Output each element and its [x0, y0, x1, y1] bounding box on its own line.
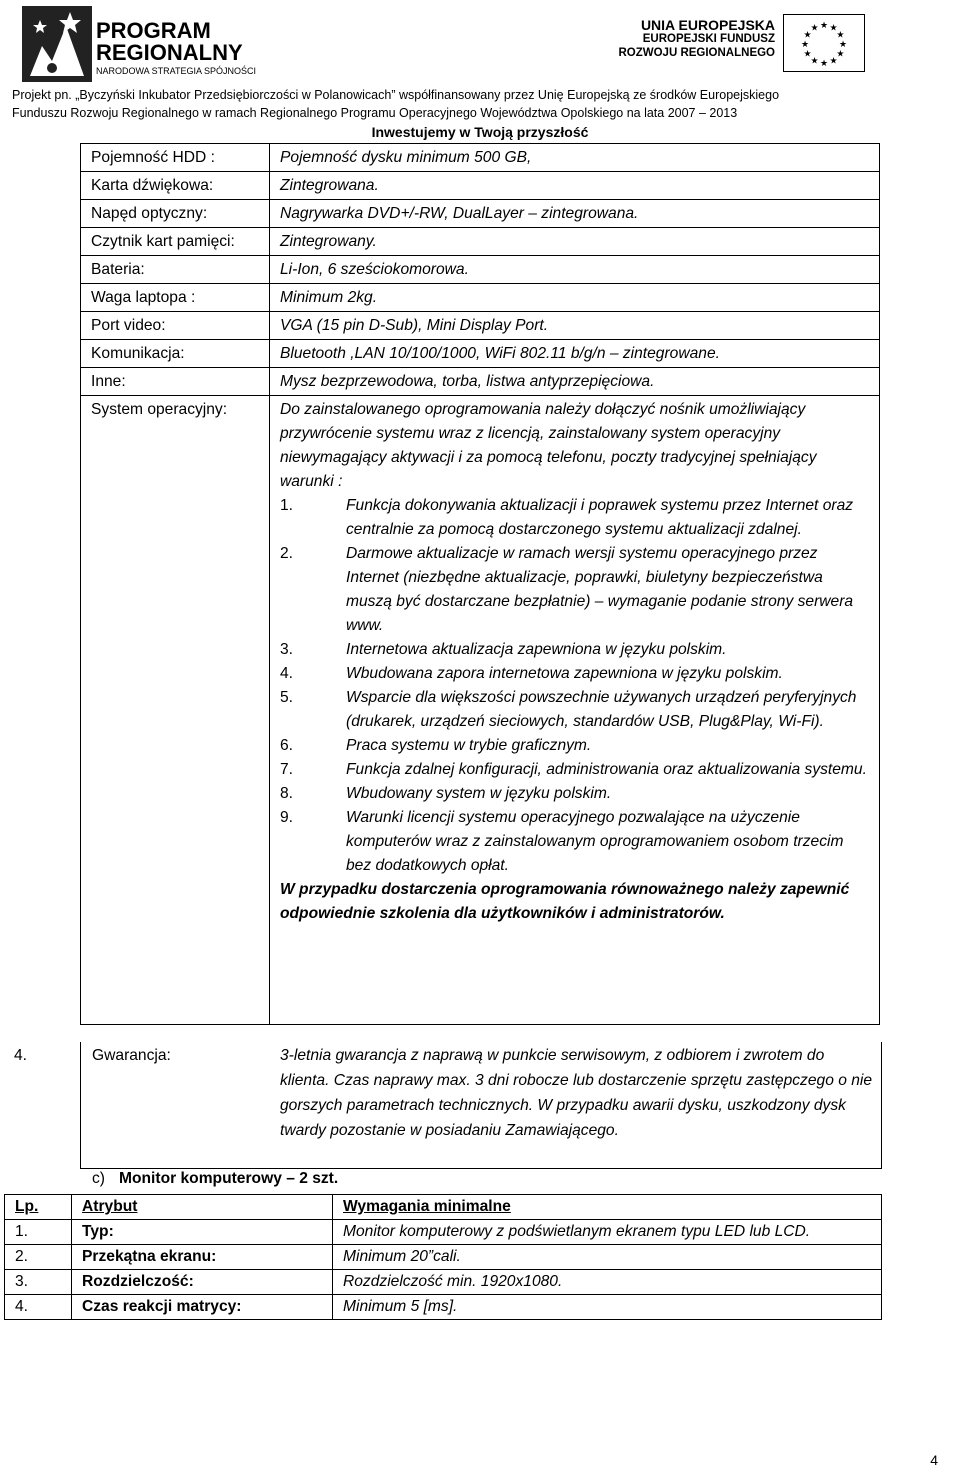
table-row: [81, 144, 880, 172]
table-row: [81, 200, 880, 228]
spec-label: Napęd optyczny:: [81, 200, 270, 228]
warranty-label: Gwarancja:: [92, 1047, 171, 1064]
table-row: [81, 340, 880, 368]
table-header-row: [5, 1195, 882, 1220]
project-line-1: Projekt pn. „Byczyński Inkubator Przedsiębiorczości w Polanowicach” współfinansowany przez Unię Europejską ze środków Europejskiego: [12, 88, 780, 102]
eu-star-icon: ★: [800, 39, 810, 49]
table-row: [81, 368, 880, 396]
spec-label: Czytnik kart pamięci:: [81, 228, 270, 256]
eu-star-icon: ★: [836, 29, 845, 40]
program-title: PROGRAM: [96, 18, 211, 43]
table-row: [81, 228, 880, 256]
table-row: [81, 312, 880, 340]
program-regionalny-logo: [22, 6, 284, 82]
project-line-2: Funduszu Rozwoju Regionalnego w ramach Regionalnego Programu Operacyjnego Województwa Opolskiego na lata 2007 – 2013: [12, 106, 738, 120]
warranty-number: 4.: [14, 1047, 28, 1064]
list-item-number: 2.: [280, 545, 294, 562]
eu-line-1: UNIA EUROPEJSKA: [640, 17, 775, 33]
list-item: [280, 782, 869, 806]
eu-star-icon: ★: [829, 55, 838, 66]
spec-label: Pojemność HDD :: [81, 144, 270, 172]
spec-label: Inne:: [81, 368, 270, 396]
os-requirement-list: [280, 494, 869, 878]
cell-req: Minimum 5 [ms].: [333, 1295, 882, 1320]
table-row: [81, 256, 880, 284]
eu-flag-icon: [783, 14, 865, 72]
table-row: [81, 284, 880, 312]
list-item: [280, 638, 869, 662]
table-row: [5, 1270, 882, 1295]
list-item-text: Funkcja zdalnej konfiguracji, administrowania oraz aktualizowania systemu.: [346, 761, 867, 778]
spec-label: Waga laptopa :: [81, 284, 270, 312]
list-item-number: 9.: [280, 809, 294, 826]
list-item: [280, 806, 869, 878]
spec-label: Bateria:: [81, 256, 270, 284]
list-item-text: Wsparcie dla większości powszechnie używanych urządzeń peryferyjnych (drukarek, urządzeń sieciowych, standardów USB, Plug&Play, Wi-Fi).: [346, 689, 857, 730]
table-row-os: [81, 396, 880, 1025]
cell-attr: Czas reakcji matrycy:: [72, 1295, 333, 1320]
cell-lp: 3.: [5, 1270, 72, 1295]
header-lp: Lp.: [5, 1195, 72, 1220]
list-item-number: 5.: [280, 689, 294, 706]
list-item: [280, 542, 869, 638]
cell-req: Monitor komputerowy z podświetlanym ekranem typu LED lub LCD.: [333, 1220, 882, 1245]
header-req: Wymagania minimalne: [333, 1195, 882, 1220]
header-attr: Atrybut: [72, 1195, 333, 1220]
cell-attr: Rozdzielczość:: [72, 1270, 333, 1295]
os-requirements: [270, 396, 880, 1025]
list-item: [280, 662, 869, 686]
spec-value: Nagrywarka DVD+/-RW, DualLayer – zintegrowana.: [270, 200, 880, 228]
list-item-text: Funkcja dokonywania aktualizacji i poprawek systemu przez Internet oraz centralnie za pomocą dostarczonego systemu aktualizacji zdalnej.: [346, 497, 854, 538]
eu-star-icon: ★: [803, 48, 812, 59]
eu-star-icon: ★: [829, 22, 838, 33]
list-item-text: Warunki licencji systemu operacyjnego pozwalające na użyczenie komputerów wraz z zainstalowanym oprogramowaniem osobom trzecim bez dodatkowych opłat.: [346, 809, 844, 874]
table-row: [5, 1295, 882, 1320]
spec-label: Komunikacja:: [81, 340, 270, 368]
spec-value: Mysz bezprzewodowa, torba, listwa antyprzepięciowa.: [270, 368, 880, 396]
list-item: [280, 758, 869, 782]
program-subtitle: NARODOWA STRATEGIA SPÓJNOŚCI: [96, 66, 257, 76]
spec-value: Zintegrowany.: [270, 228, 880, 256]
table-row: [5, 1245, 882, 1270]
section-letter: c): [92, 1170, 105, 1187]
laptop-spec-table: [80, 143, 880, 1025]
list-item-text: Praca systemu w trybie graficznym.: [346, 737, 592, 754]
list-item: [280, 686, 869, 734]
eu-star-icon: ★: [810, 55, 819, 66]
list-item-number: 1.: [280, 497, 294, 514]
monitor-section-heading: [92, 1170, 338, 1188]
spec-label: Karta dźwiękowa:: [81, 172, 270, 200]
monitor-spec-table: [4, 1194, 882, 1320]
eu-star-icon: ★: [819, 20, 829, 30]
list-item-number: 8.: [280, 785, 294, 802]
spec-value: Zintegrowana.: [270, 172, 880, 200]
program-regionalny-emblem-icon: [22, 6, 92, 82]
list-item-text: Wbudowana zapora internetowa zapewniona w języku polskim.: [346, 665, 783, 682]
spec-value: Li-Ion, 6 sześciokomorowa.: [270, 256, 880, 284]
table-row: [81, 172, 880, 200]
eu-line-3: ROZWOJU REGIONALNEGO: [618, 47, 775, 59]
table-row: [5, 1220, 882, 1245]
os-intro: Do zainstalowanego oprogramowania należy dołączyć nośnik umożliwiający przywrócenie systemu wraz z licencją, zainstalowany system operacyjny niewymagający aktywacji i za pomocą telefonu, poczty tradycyjnej spełniający warunki :: [280, 401, 817, 490]
spec-value: Bluetooth ,LAN 10/100/1000, WiFi 802.11 b/g/n – zintegrowane.: [270, 340, 880, 368]
spec-value: VGA (15 pin D-Sub), Mini Display Port.: [270, 312, 880, 340]
eu-star-icon: ★: [838, 39, 848, 49]
os-note: W przypadku dostarczenia oprogramowania równoważnego należy zapewnić odpowiednie szkolenia dla użytkowników i administratorów.: [280, 881, 850, 922]
cell-attr: Typ:: [72, 1220, 333, 1245]
list-item: [280, 494, 869, 542]
eu-star-icon: ★: [810, 22, 819, 33]
cell-lp: 1.: [5, 1220, 72, 1245]
cell-lp: 2.: [5, 1245, 72, 1270]
warranty-row: [4, 1043, 880, 1169]
spec-label: Port video:: [81, 312, 270, 340]
eu-star-icon: ★: [819, 58, 829, 68]
section-title: Monitor komputerowy – 2 szt.: [119, 1170, 339, 1187]
slogan: Inwestujemy w Twoją przyszłość: [371, 124, 589, 140]
program-title-2: REGIONALNY: [96, 40, 243, 65]
list-item-number: 7.: [280, 761, 294, 778]
list-item-number: 3.: [280, 641, 294, 658]
list-item-number: 4.: [280, 665, 294, 682]
cell-req: Minimum 20”cali.: [333, 1245, 882, 1270]
cell-req: Rozdzielczość min. 1920x1080.: [333, 1270, 882, 1295]
warranty-text: 3-letnia gwarancja z naprawą w punkcie serwisowym, z odbiorem i zwrotem do klienta. Czas naprawy max. 3 dni robocze lub dostarczenie sprzętu zastępczego o nie gorszych parametrach technicznych. W przypadku awarii dysku, uszkodzony dysk twardy pozostanie w posiadaniu Zamawiającego.: [280, 1047, 873, 1139]
cell-lp: 4.: [5, 1295, 72, 1320]
page-number: 4: [930, 1452, 938, 1468]
eu-line-2: EUROPEJSKI FUNDUSZ: [642, 33, 775, 45]
spec-value: Minimum 2kg.: [270, 284, 880, 312]
eu-logo: [580, 14, 870, 74]
list-item-text: Wbudowany system w języku polskim.: [346, 785, 612, 802]
eu-star-icon: ★: [803, 29, 812, 40]
spec-value: Pojemność dysku minimum 500 GB,: [270, 144, 880, 172]
list-item-number: 6.: [280, 737, 294, 754]
list-item-text: Internetowa aktualizacja zapewniona w języku polskim.: [346, 641, 727, 658]
spec-label: System operacyjny:: [81, 396, 270, 1025]
eu-star-icon: ★: [836, 48, 845, 59]
list-item: [280, 734, 869, 758]
list-item-text: Darmowe aktualizacje w ramach wersji systemu operacyjnego przez Internet (niezbędne aktualizacje, poprawki, biuletyny bezpieczeństwa muszą być dostarczane bezpłatnie) – wymaganie podanie strony serwera www.: [346, 545, 854, 634]
cell-attr: Przekątna ekranu:: [72, 1245, 333, 1270]
